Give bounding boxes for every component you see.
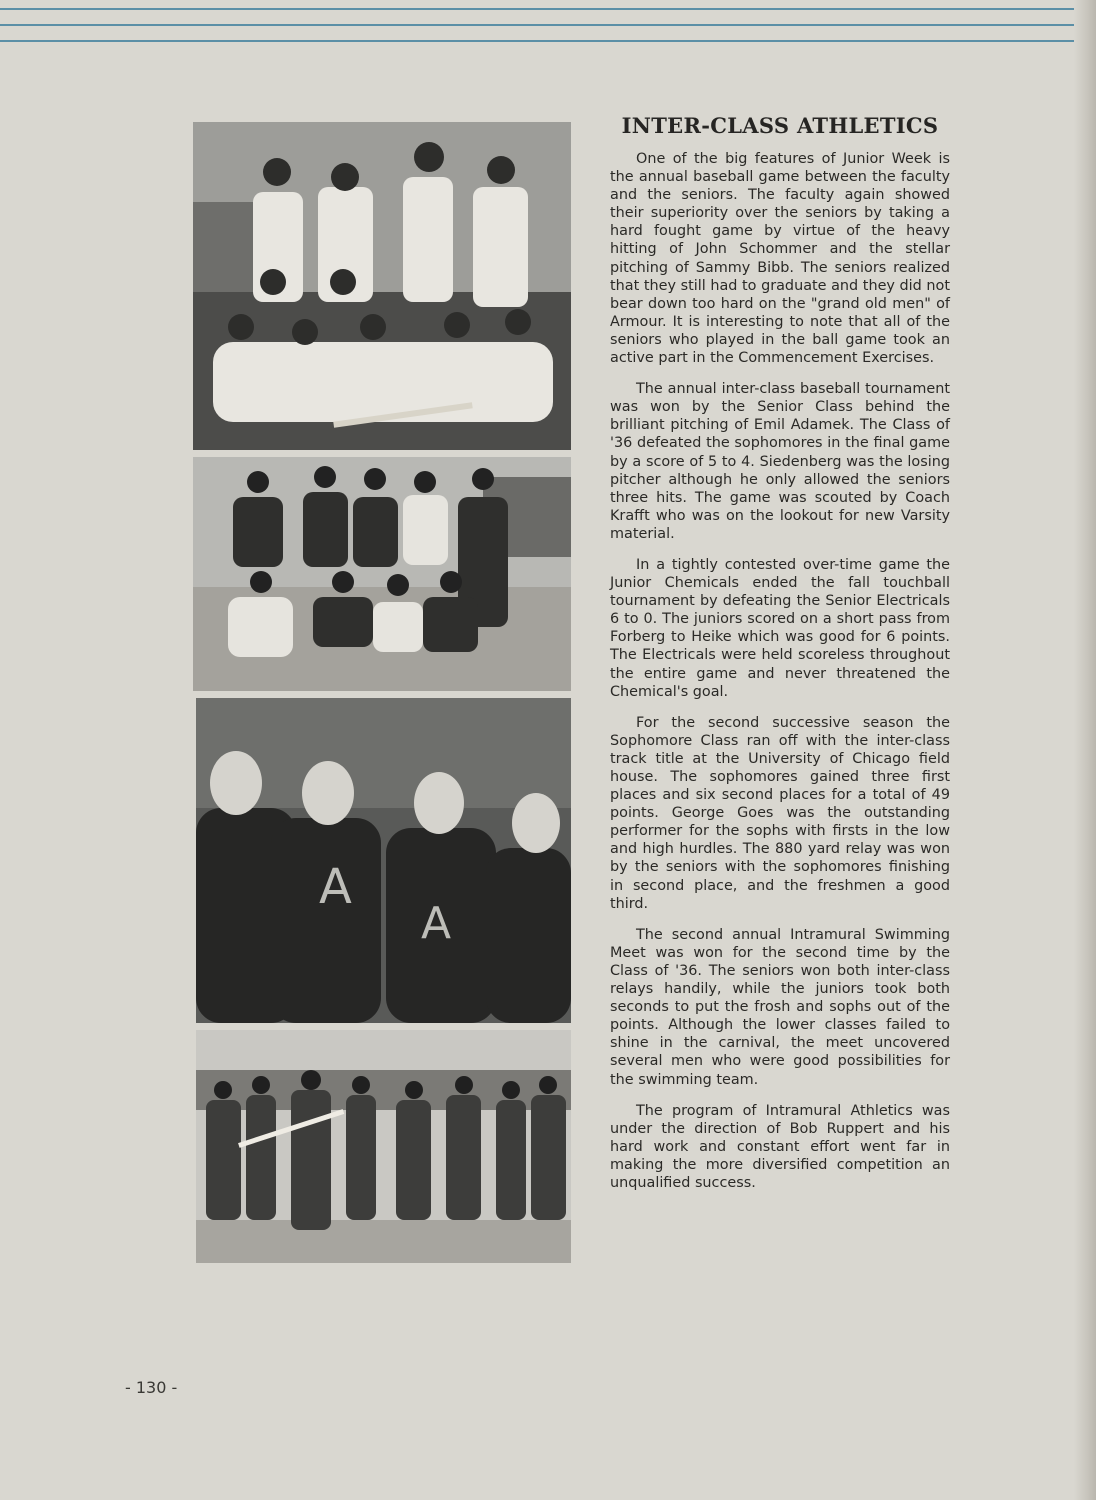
article-body <box>610 150 950 1205</box>
paragraph-swimming-meet: The second annual Intramural Swimming Meet was won for the second time by the Class of '36. The seniors won both inter-class relays handily, while the juniors took both seconds to put the frosh and sophs out of the points. Although the lower classes failed to shine in the carnival, the meet uncovered several men who were good possibilities for the swimming team. <box>610 926 950 1088</box>
svg-text:A: A <box>421 898 452 949</box>
paragraph-baseball-tournament: The annual inter-class baseball tournament was won by the Senior Class behind the brilliant pitching of Emil Adamek. The Class of '36 defeated the sophomores in the final game by a score of 5 to 4. Siedenberg was the losing pitcher although he only allowed the seniors three hits. The game was scouted by Coach Krafft who was on the lookout for new Varsity material. <box>610 381 950 542</box>
top-rule-1 <box>0 8 1096 10</box>
page-number: - 130 - <box>125 1378 178 1397</box>
paragraph-junior-week-game: One of the big features of Junior Week is the annual baseball game between the faculty and the seniors. The faculty again showed their superiority over the seniors by taking a hard fought game by virtue of the heavy hitting of John Schommer and the stellar pitching of Sammy Bibb. The seniors realized that they still had to graduate and they did not bear down too hard on the "grand old men" of Armour. It is interesting to note that all of the seniors who played in the ball game took an active part in the Commencement Exercises. <box>610 151 950 367</box>
photo-senior-class-group <box>193 457 571 691</box>
top-rule-2 <box>0 24 1096 26</box>
article-title: INTER-CLASS ATHLETICS <box>621 113 939 138</box>
svg-text:A: A <box>319 859 352 915</box>
photo-batter-crowd <box>196 1030 571 1263</box>
top-rule-3 <box>0 40 1096 42</box>
photo-baseball-team <box>193 122 571 450</box>
paragraph-track-title: For the second successive season the Sophomore Class ran off with the inter-class track title at the University of Chicago field house. The sophomores gained three first places and six second places for a total of 49 points. George Goes was the outstanding performer for the sophs with firsts in the low and high hurdles. The 880 yard relay was won by the seniors with the sophomores finishing in second place, and the freshmen a good third. <box>610 714 950 912</box>
paragraph-intramural-program: The program of Intramural Athletics was under the direction of Bob Ruppert and his hard work and constant effort went far in making the more diversified competition an unqualified success. <box>610 1102 950 1191</box>
page-binding-edge <box>1074 0 1096 1500</box>
paragraph-touchball-tournament: In a tightly contested over-time game the Junior Chemicals ended the fall touchball tournament by defeating the Senior Electricals 6 to 0. The juniors scored on a short pass from Forberg to Heike which was good for 6 points. The Electricals were held scoreless throughout the entire game and never threatened the Chemical's goal. <box>610 556 950 700</box>
photo-four-men-sweaters <box>196 698 571 1023</box>
